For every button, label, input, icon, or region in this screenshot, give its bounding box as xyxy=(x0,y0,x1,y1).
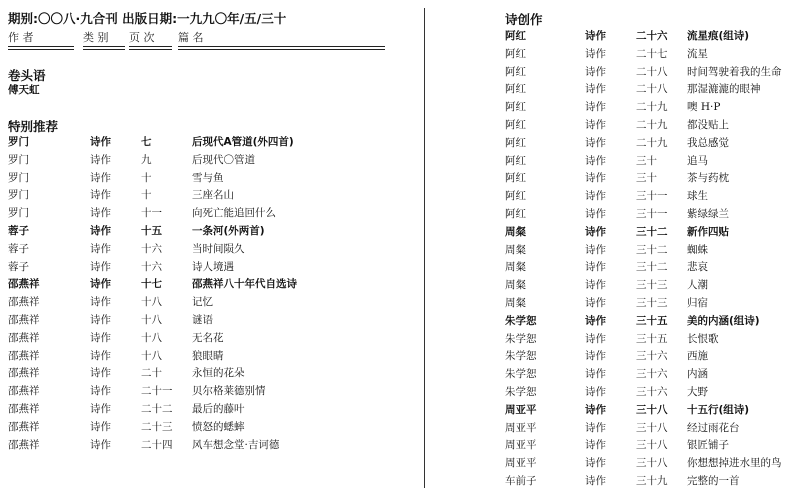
entry-page: 三十六 xyxy=(636,350,668,363)
list-item xyxy=(505,400,800,418)
list-item xyxy=(505,222,800,240)
entry-title: 我总感觉 xyxy=(687,136,729,149)
entry-author: 周粲 xyxy=(505,225,526,238)
entry-page: 十八 xyxy=(141,349,162,362)
entry-category: 诗作 xyxy=(90,402,111,415)
entry-page: 二十 xyxy=(141,367,162,380)
entry-title: 无名花 xyxy=(192,331,224,344)
entry-page: 三十八 xyxy=(636,421,668,434)
list-item xyxy=(505,275,800,293)
entry-page: 三十二 xyxy=(636,261,668,274)
entry-category: 诗作 xyxy=(585,385,606,398)
entry-category: 诗作 xyxy=(585,83,606,96)
entry-author: 邵燕祥 xyxy=(8,385,40,398)
list-item xyxy=(505,133,800,151)
entry-page: 十 xyxy=(141,189,152,202)
list-item xyxy=(505,62,800,80)
entry-page: 十八 xyxy=(141,296,162,309)
entry-category: 诗作 xyxy=(585,296,606,309)
list-item xyxy=(505,257,800,275)
entry-page: 三十八 xyxy=(636,457,668,470)
entry-author: 朱学恕 xyxy=(505,314,537,327)
entry-title: 当时间陨久 xyxy=(192,242,245,255)
entry-author: 阿红 xyxy=(505,136,526,149)
entry-page: 二十八 xyxy=(636,83,668,96)
entry-category: 诗作 xyxy=(90,189,111,202)
list-item xyxy=(8,381,408,399)
entry-page: 十六 xyxy=(141,242,162,255)
entry-page: 二十八 xyxy=(636,65,668,78)
list-item xyxy=(505,240,800,258)
entry-page: 三十二 xyxy=(636,225,668,238)
list-item xyxy=(8,435,408,453)
list-item xyxy=(8,310,408,328)
entry-page: 二十三 xyxy=(141,420,173,433)
entry-category: 诗作 xyxy=(585,261,606,274)
list-item xyxy=(8,221,408,239)
entry-title: 大野 xyxy=(687,385,708,398)
entry-title: 蜘蛛 xyxy=(687,243,708,256)
list-item xyxy=(505,204,800,222)
entry-category: 诗作 xyxy=(90,385,111,398)
entry-title: 后现代〇管道 xyxy=(192,153,255,166)
list-item xyxy=(8,168,408,186)
entry-title: 愤怒的蟋蟀 xyxy=(192,420,245,433)
entry-category: 诗作 xyxy=(585,314,606,327)
entry-page: 三十五 xyxy=(636,314,668,327)
entry-page: 三十三 xyxy=(636,296,668,309)
entry-category: 诗作 xyxy=(585,350,606,363)
list-item xyxy=(505,364,800,382)
entry-author: 罗门 xyxy=(8,153,29,166)
entry-author: 邵燕祥 xyxy=(8,438,40,451)
entry-author: 邵燕祥 xyxy=(8,331,40,344)
list-item xyxy=(505,311,800,329)
header-rule xyxy=(83,46,125,50)
entry-title: 追马 xyxy=(687,154,708,167)
entry-title: 新作四贴 xyxy=(687,225,729,238)
entry-category: 诗作 xyxy=(90,420,111,433)
entry-author: 邵燕祥 xyxy=(8,349,40,362)
entry-title: 经过雨花台 xyxy=(687,421,740,434)
entry-title: 风车想念堂·吉诃德 xyxy=(192,438,280,451)
column-divider xyxy=(424,8,425,488)
entry-page: 二十四 xyxy=(141,438,173,451)
entry-category: 诗作 xyxy=(585,243,606,256)
entry-title: 完整的一首 xyxy=(687,474,740,487)
entry-title: 你想想掉进水里的鸟 xyxy=(687,457,782,470)
entry-category: 诗作 xyxy=(90,224,111,237)
entry-page: 三十三 xyxy=(636,279,668,292)
entry-page: 二十六 xyxy=(636,30,668,42)
entry-category: 诗作 xyxy=(585,65,606,78)
entry-category: 诗作 xyxy=(90,171,111,184)
header-rule xyxy=(178,46,385,50)
entry-category: 诗作 xyxy=(90,313,111,326)
entry-page: 十六 xyxy=(141,260,162,273)
entry-page: 二十九 xyxy=(636,118,668,131)
entry-author: 阿红 xyxy=(505,118,526,131)
entry-author: 阿红 xyxy=(505,83,526,96)
list-item xyxy=(505,453,800,471)
entry-category: 诗作 xyxy=(585,101,606,114)
entry-page: 三十五 xyxy=(636,332,668,345)
entry-category: 诗作 xyxy=(90,438,111,451)
entry-category: 诗作 xyxy=(585,403,606,416)
entry-author: 邵燕祥 xyxy=(8,420,40,433)
entry-title: 雪与鱼 xyxy=(192,171,224,184)
list-item xyxy=(505,293,800,311)
entry-title: 最后的藤叶 xyxy=(192,402,245,415)
entry-title: 紫绿绿兰 xyxy=(687,207,729,220)
entry-author: 罗门 xyxy=(8,171,29,184)
list-item xyxy=(505,151,800,169)
list-item xyxy=(8,239,408,257)
entry-author: 阿红 xyxy=(505,172,526,185)
entry-author: 邵燕祥 xyxy=(8,367,40,380)
entry-page: 十五 xyxy=(141,224,162,237)
header-rule xyxy=(8,46,74,50)
entry-title: 流星 xyxy=(687,47,708,60)
entry-category: 诗作 xyxy=(585,279,606,292)
list-item xyxy=(8,132,408,150)
prologue-author: 傅天虹 xyxy=(8,84,40,96)
entry-title: 诗人境遇 xyxy=(192,260,234,273)
entry-author: 阿红 xyxy=(505,154,526,167)
list-item xyxy=(8,399,408,417)
entry-title: 茶与药枕 xyxy=(687,172,729,185)
entry-title: 永恒的花朵 xyxy=(192,367,245,380)
list-item xyxy=(505,115,800,133)
entry-author: 周粲 xyxy=(505,296,526,309)
header-page: 页 次 xyxy=(129,31,155,44)
entry-author: 朱学恕 xyxy=(505,385,537,398)
entry-category: 诗作 xyxy=(585,474,606,487)
entry-author: 周亚平 xyxy=(505,457,537,470)
entry-page: 十八 xyxy=(141,331,162,344)
entry-category: 诗作 xyxy=(90,207,111,220)
entry-page: 二十七 xyxy=(636,47,668,60)
entry-title: 人潮 xyxy=(687,279,708,292)
entry-page: 二十九 xyxy=(636,101,668,114)
entry-title: 都没贴上 xyxy=(687,118,729,131)
entry-author: 朱学恕 xyxy=(505,332,537,345)
entry-page: 三十一 xyxy=(636,207,668,220)
column-headers xyxy=(8,29,408,43)
header-title: 篇 名 xyxy=(178,31,204,44)
entry-title: 三座名山 xyxy=(192,189,234,202)
entry-page: 三十二 xyxy=(636,243,668,256)
entry-title: 悲哀 xyxy=(687,261,708,274)
entry-title: 球生 xyxy=(687,190,708,203)
entry-author: 周亚平 xyxy=(505,421,537,434)
entry-title: 邵燕祥八十年代自选诗 xyxy=(192,278,297,291)
entry-category: 诗作 xyxy=(585,421,606,434)
entry-author: 阿红 xyxy=(505,190,526,203)
entry-page: 三十一 xyxy=(636,190,668,203)
entry-category: 诗作 xyxy=(90,278,111,291)
entry-category: 诗作 xyxy=(585,190,606,203)
entry-author: 阿红 xyxy=(505,47,526,60)
entry-author: 邵燕祥 xyxy=(8,313,40,326)
list-item xyxy=(8,292,408,310)
list-item xyxy=(8,274,408,292)
entry-title: 谜语 xyxy=(192,313,213,326)
entry-category: 诗作 xyxy=(90,296,111,309)
entry-category: 诗作 xyxy=(585,154,606,167)
entry-author: 朱学恕 xyxy=(505,350,537,363)
entry-title: 贝尔格莱德别情 xyxy=(192,385,266,398)
entry-author: 蓉子 xyxy=(8,224,29,237)
entry-page: 三十 xyxy=(636,172,657,185)
entry-title: 西施 xyxy=(687,350,708,363)
list-item xyxy=(505,435,800,453)
entry-category: 诗作 xyxy=(585,136,606,149)
list-item xyxy=(505,346,800,364)
entry-category: 诗作 xyxy=(90,136,111,148)
entry-page: 三十八 xyxy=(636,439,668,452)
list-item xyxy=(505,26,800,44)
entry-category: 诗作 xyxy=(585,332,606,345)
entry-page: 十 xyxy=(141,171,152,184)
entry-category: 诗作 xyxy=(585,47,606,60)
header-rule xyxy=(129,46,172,50)
entry-page: 九 xyxy=(141,153,152,166)
entry-title: 银匠铺子 xyxy=(687,439,729,452)
entry-title: 流星痕(组诗) xyxy=(687,30,750,42)
entry-category: 诗作 xyxy=(585,457,606,470)
entry-author: 阿红 xyxy=(505,207,526,220)
list-item xyxy=(8,346,408,364)
entry-author: 朱学恕 xyxy=(505,368,537,381)
entry-category: 诗作 xyxy=(585,30,606,42)
entry-author: 蓉子 xyxy=(8,260,29,273)
list-item xyxy=(505,97,800,115)
entry-page: 二十九 xyxy=(636,136,668,149)
list-item xyxy=(505,418,800,436)
section-title-featured: 特别推荐 xyxy=(8,119,59,134)
entry-title: 一条河(外两首) xyxy=(192,224,265,237)
entry-page: 三十六 xyxy=(636,385,668,398)
entry-title: 狼眼睛 xyxy=(192,349,224,362)
entry-author: 车前子 xyxy=(505,474,537,487)
entry-page: 三十 xyxy=(636,154,657,167)
entry-author: 蓉子 xyxy=(8,242,29,255)
entry-title: 那湿漉漉的眼神 xyxy=(687,83,761,96)
entry-author: 罗门 xyxy=(8,136,29,148)
entry-title: 后现代A管道(外四首) xyxy=(192,136,294,148)
entry-title: 长恨歌 xyxy=(687,332,719,345)
list-item xyxy=(8,257,408,275)
entry-category: 诗作 xyxy=(90,331,111,344)
list-item xyxy=(505,44,800,62)
entry-category: 诗作 xyxy=(585,368,606,381)
entry-title: 噢 H·P xyxy=(687,101,721,114)
entry-title: 记忆 xyxy=(192,296,213,309)
entry-author: 邵燕祥 xyxy=(8,296,40,309)
entry-page: 十一 xyxy=(141,207,162,220)
entry-author: 周粲 xyxy=(505,279,526,292)
list-item xyxy=(8,150,408,168)
section-title-prologue: 卷头语 xyxy=(8,68,46,83)
entry-author: 周亚平 xyxy=(505,439,537,452)
entry-author: 阿红 xyxy=(505,101,526,114)
entry-author: 周粲 xyxy=(505,243,526,256)
list-item xyxy=(505,168,800,186)
list-item xyxy=(505,186,800,204)
poetry-list xyxy=(505,26,800,489)
entry-title: 归宿 xyxy=(687,296,708,309)
list-item xyxy=(8,203,408,221)
list-item xyxy=(8,417,408,435)
entry-author: 邵燕祥 xyxy=(8,402,40,415)
entry-category: 诗作 xyxy=(585,439,606,452)
entry-author: 阿红 xyxy=(505,65,526,78)
entry-page: 十八 xyxy=(141,313,162,326)
list-item xyxy=(505,329,800,347)
entry-author: 周粲 xyxy=(505,261,526,274)
entry-category: 诗作 xyxy=(90,260,111,273)
list-item xyxy=(8,363,408,381)
entry-page: 十七 xyxy=(141,278,162,291)
entry-author: 罗门 xyxy=(8,189,29,202)
entry-page: 二十一 xyxy=(141,385,173,398)
entry-page: 二十二 xyxy=(141,402,173,415)
entry-author: 周亚平 xyxy=(505,403,537,416)
issue-line: 期别:〇〇八·九合刊 出版日期:一九九〇年/五/三十 xyxy=(8,11,287,26)
entry-page: 三十六 xyxy=(636,368,668,381)
entry-author: 邵燕祥 xyxy=(8,278,40,291)
header-author: 作 者 xyxy=(8,31,34,44)
entry-category: 诗作 xyxy=(90,367,111,380)
entry-author: 阿红 xyxy=(505,30,526,42)
list-item xyxy=(505,79,800,97)
list-item xyxy=(505,382,800,400)
section-title-poetry: 诗创作 xyxy=(505,12,543,27)
featured-list xyxy=(8,132,408,452)
entry-author: 罗门 xyxy=(8,207,29,220)
entry-title: 内涵 xyxy=(687,368,708,381)
entry-title: 向死亡能追回什么 xyxy=(192,207,276,220)
entry-category: 诗作 xyxy=(585,207,606,220)
entry-title: 美的内涵(组诗) xyxy=(687,314,760,327)
entry-category: 诗作 xyxy=(585,118,606,131)
entry-category: 诗作 xyxy=(585,225,606,238)
entry-category: 诗作 xyxy=(90,153,111,166)
entry-category: 诗作 xyxy=(90,349,111,362)
entry-title: 时间驾驶着我的生命 xyxy=(687,65,782,78)
list-item xyxy=(8,328,408,346)
entry-category: 诗作 xyxy=(585,172,606,185)
entry-page: 三十八 xyxy=(636,403,668,416)
entry-page: 三十九 xyxy=(636,474,668,487)
list-item xyxy=(505,471,800,489)
entry-title: 十五行(组诗) xyxy=(687,403,750,416)
entry-category: 诗作 xyxy=(90,242,111,255)
entry-page: 七 xyxy=(141,136,152,148)
list-item xyxy=(8,185,408,203)
header-category: 类 别 xyxy=(83,31,109,44)
